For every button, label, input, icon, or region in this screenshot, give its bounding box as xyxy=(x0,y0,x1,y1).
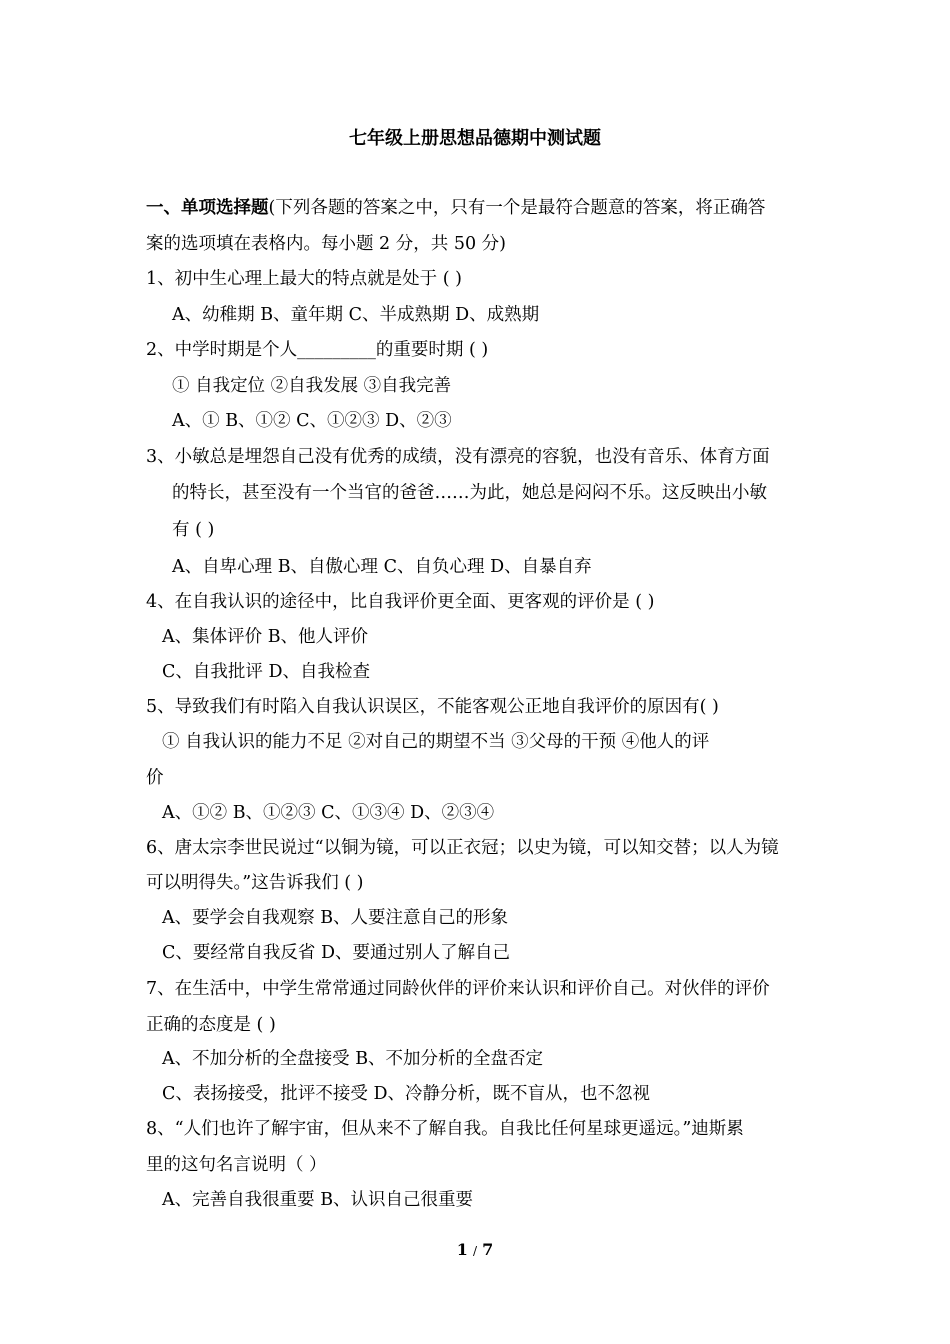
question-3-cont: 有 ( ) xyxy=(172,520,215,540)
page-separator: / xyxy=(472,1244,478,1258)
question-3-cont: 的特长，甚至没有一个当官的爸爸……为此，她总是闷闷不乐。这反映出小敏 xyxy=(172,483,767,503)
question-5-items: ① 自我认识的能力不足 ②对自己的期望不当 ③父母的干预 ④他人的评 xyxy=(162,732,710,752)
question-2-items: ① 自我定位 ②自我发展 ③自我完善 xyxy=(172,376,452,396)
question-6: 6、唐太宗李世民说过“以铜为镜，可以正衣冠；以史为镜，可以知交替；以人为镜 xyxy=(146,838,779,858)
page-number xyxy=(0,1240,950,1259)
question-8-cont: 里的这句名言说明（ ） xyxy=(146,1155,327,1175)
document-title: 七年级上册思想品德期中测试题 xyxy=(349,128,601,149)
section-instruction-cont: 案的选项填在表格内。每小题 2 分，共 50 分) xyxy=(146,234,506,254)
section-heading-line xyxy=(146,196,816,220)
page-total: 7 xyxy=(482,1240,494,1259)
question-7-options: A、不加分析的全盘接受 B、不加分析的全盘否定 xyxy=(162,1049,544,1069)
question-6-options: C、要经常自我反省 D、要通过别人了解自己 xyxy=(162,943,510,963)
question-5-options: A、①② B、①②③ C、①③④ D、②③④ xyxy=(162,803,495,823)
question-6-cont: 可以明得失。”这告诉我们 ( ) xyxy=(146,873,364,893)
question-4-options: C、自我批评 D、自我检查 xyxy=(162,662,370,682)
question-4-options: A、集体评价 B、他人评价 xyxy=(162,627,369,647)
question-7-cont: 正确的态度是 ( ) xyxy=(146,1015,276,1035)
question-7: 7、在生活中，中学生常常通过同龄伙伴的评价来认识和评价自己。对伙伴的评价 xyxy=(146,979,770,999)
question-5-items-cont: 价 xyxy=(146,768,164,788)
question-2-options: A、① B、①② C、①②③ D、②③ xyxy=(172,411,452,431)
question-3-options: A、自卑心理 B、自傲心理 C、自负心理 D、自暴自弃 xyxy=(172,557,592,577)
question-1-options: A、幼稚期 B、童年期 C、半成熟期 D、成熟期 xyxy=(172,305,540,325)
section-instruction: (下列各题的答案之中，只有一个是最符合题意的答案，将正确答 xyxy=(268,198,766,218)
question-5: 5、导致我们有时陷入自我认识误区，不能客观公正地自我评价的原因有( ) xyxy=(146,697,719,717)
section-heading: 一、单项选择题 xyxy=(146,198,269,218)
question-7-options: C、表扬接受，批评不接受 D、冷静分析，既不盲从，也不忽视 xyxy=(162,1084,650,1104)
question-6-options: A、要学会自我观察 B、人要注意自己的形象 xyxy=(162,908,509,928)
question-4: 4、在自我认识的途径中，比自我评价更全面、更客观的评价是 ( ) xyxy=(146,592,655,612)
question-3: 3、小敏总是埋怨自己没有优秀的成绩，没有漂亮的容貌，也没有音乐、体育方面 xyxy=(146,447,770,467)
question-1: 1、初中生心理上最大的特点就是处于 ( ) xyxy=(146,269,462,289)
question-8: 8、“人们也许了解宇宙，但从来不了解自我。自我比任何星球更遥远。”迪斯累 xyxy=(146,1119,744,1139)
question-8-options: A、完善自我很重要 B、认识自己很重要 xyxy=(162,1190,474,1210)
question-2: 2、中学时期是个人_________的重要时期 ( ) xyxy=(146,340,489,360)
page-current: 1 xyxy=(456,1240,468,1259)
